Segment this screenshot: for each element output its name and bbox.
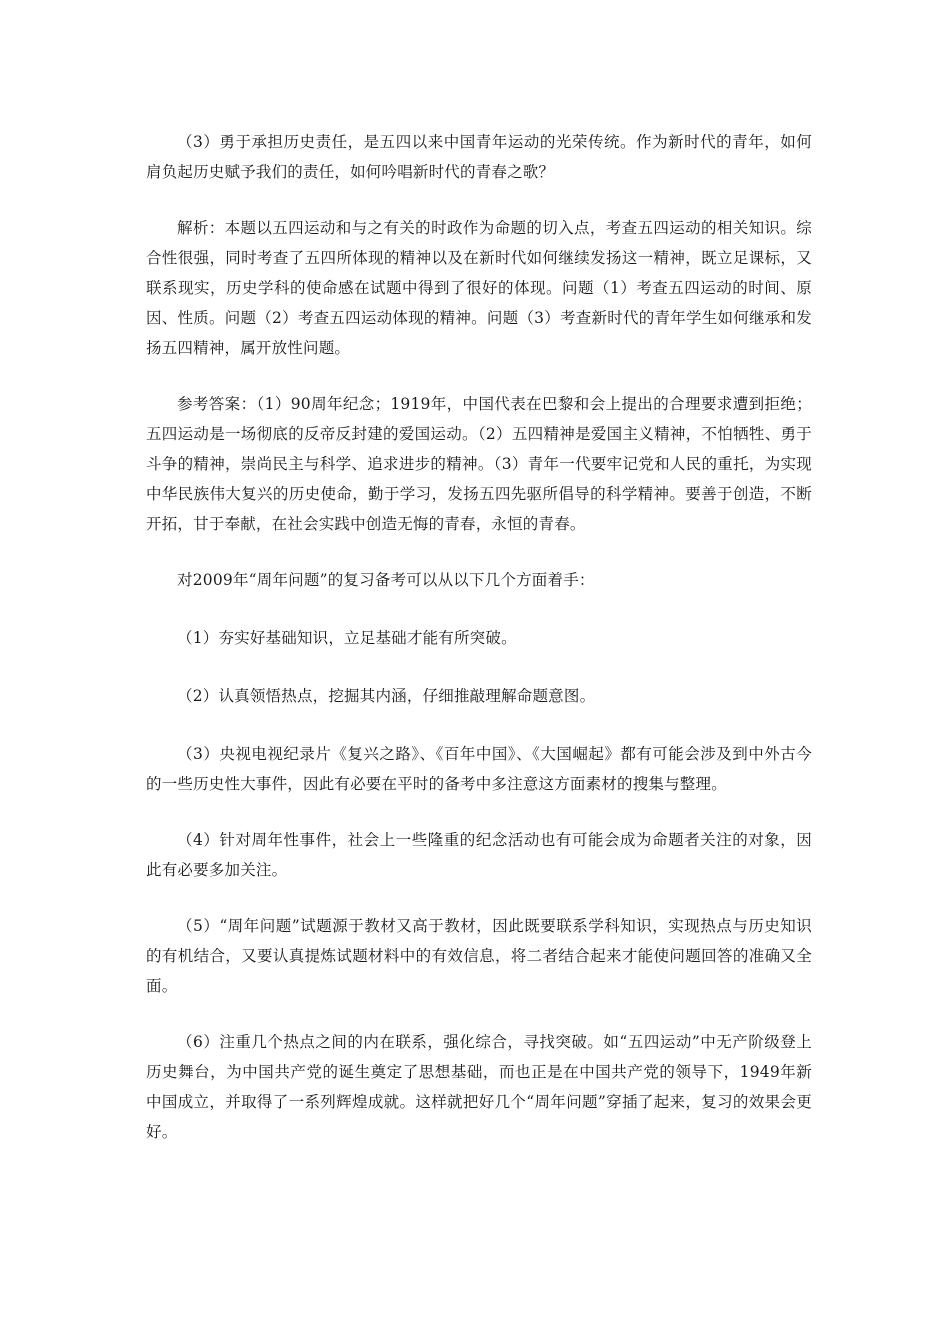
document-body xyxy=(146,127,812,1173)
review-point-3: （3）央视电视纪录片《复兴之路》、《百年中国》、《大国崛起》都有可能会涉及到中外古今的一些历史性大事件，因此有必要在平时的备考中多注意这方面素材的搜集与整理。 xyxy=(146,745,812,793)
reference-answer-paragraph: 参考答案：（1）90周年纪念；1919年，中国代表在巴黎和会上提出的合理要求遭到拒绝；五四运动是一场彻底的反帝反封建的爱国运动。（2）五四精神是爱国主义精神，不怕牺牲、勇于斗争的精神，崇尚民主与科学、追求进步的精神。（3）青年一代要牢记党和人民的重托，为实现中华民族伟大复兴的历史使命，勤于学习，发扬五四先驱所倡导的科学精神。要善于创造，不断开拓，甘于奉献，在社会实践中创造无悔的青春，永恒的青春。 xyxy=(146,395,812,533)
review-point-6: （6）注重几个热点之间的内在联系，强化综合，寻找突破。如“五四运动”中无产阶级登上历史舞台，为中国共产党的诞生奠定了思想基础，而也正是在中国共产党的领导下，1949年新中国成立，并取得了一系列辉煌成就。这样就把好几个“周年问题”穿插了起来，复习的效果会更好。 xyxy=(146,1033,812,1141)
question-3-paragraph: （3）勇于承担历史责任，是五四以来中国青年运动的光荣传统。作为新时代的青年，如何肩负起历史赋予我们的责任，如何吟唱新时代的青春之歌？ xyxy=(146,133,812,181)
analysis-paragraph: 解析：本题以五四运动和与之有关的时政作为命题的切入点，考查五四运动的相关知识。综合性很强，同时考查了五四所体现的精神以及在新时代如何继续发扬这一精神，既立足课标，又联系现实，历史学科的使命感在试题中得到了很好的体现。问题（1）考查五四运动的时间、原因、性质。问题（2）考查五四运动体现的精神。问题（3）考查新时代的青年学生如何继承和发扬五四精神，属开放性问题。 xyxy=(146,219,812,357)
review-point-4: （4）针对周年性事件，社会上一些隆重的纪念活动也有可能会成为命题者关注的对象，因此有必要多加关注。 xyxy=(146,831,812,879)
review-point-1: （1）夯实好基础知识，立足基础才能有所突破。 xyxy=(177,629,517,647)
review-intro-paragraph: 对2009年“周年问题”的复习备考可以从以下几个方面着手： xyxy=(177,571,595,589)
review-point-2: （2）认真领悟热点，挖掘其内涵，仔细推敲理解命题意图。 xyxy=(177,687,596,705)
review-point-5: （5）“周年问题”试题源于教材又高于教材，因此既要联系学科知识，实现热点与历史知识的有机结合，又要认真提炼试题材料中的有效信息，将二者结合起来才能使问题回答的准确又全面。 xyxy=(146,917,812,995)
